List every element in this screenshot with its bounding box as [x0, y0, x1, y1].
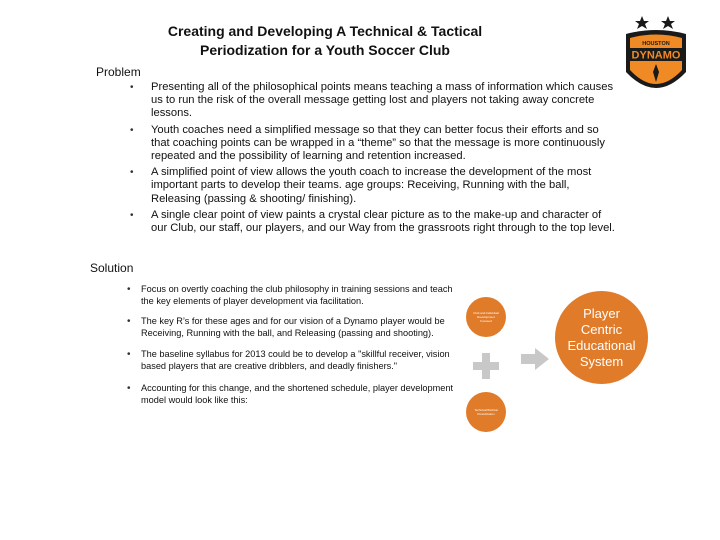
houston-dynamo-logo: [622, 12, 690, 102]
logo-star-icon: [635, 16, 649, 29]
solution-item: • Focus on overtly coaching the club philosophy in training sessions and teach the key elements of player development via facilitation.: [127, 284, 457, 307]
problem-list: [130, 81, 620, 238]
circle-periodization: Technical/Tactical Periodization: [466, 392, 506, 432]
problem-label: Problem: [96, 65, 141, 79]
circle-player-centric: Player Centric Educational System: [555, 291, 648, 384]
problem-item: • A single clear point of view paints a crystal clear picture as to the make-up and character of our Club, our staff, our players, and our Way from the grassroots right through to the top level.: [130, 209, 620, 235]
solution-item: • The baseline syllabus for 2013 could be to develop a "skillful receiver, vision based players that are creative dribblers, and deadly finishers.": [127, 349, 457, 372]
page-title: [150, 22, 500, 60]
circle-club-development: Club and Individual Development Focused: [466, 297, 506, 337]
solution-item: • The key R’s for these ages and for our vision of a Dynamo player would be Receiving, Running with the ball, and Releasing (passing and shooting).: [127, 316, 457, 339]
development-model-diagram: [440, 280, 700, 430]
solution-item: • Accounting for this change, and the shortened schedule, player development model would look like this:: [127, 383, 457, 406]
solution-label: Solution: [90, 261, 134, 275]
problem-item: • Youth coaches need a simplified message so that they can better focus their efforts and so that coaching points can be wrapped in a “theme” so that the message is more continuously repeated and the possibility of learning and retention increased.: [130, 124, 620, 164]
svg-text:HOUSTON: HOUSTON: [642, 41, 670, 47]
logo-star-icon: [661, 16, 675, 29]
problem-item: • A simplified point of view allows the youth coach to increase the development of the most important parts to develop their teams. age groups: Receiving, Running with the ball, Releasing (passing & shooting/ finishing).: [130, 166, 620, 206]
problem-item: • Presenting all of the philosophical points means teaching a mass of information which causes us to run the risk of the overall message getting lost and players not taking away concrete lessons.: [130, 81, 620, 121]
solution-list: [127, 284, 457, 416]
title-line-2: Periodization for a Youth Soccer Club: [200, 42, 450, 58]
title-line-1: Creating and Developing A Technical & Tactical: [167, 23, 483, 39]
svg-text:DYNAMO: DYNAMO: [631, 49, 681, 62]
arrow-right-icon: [521, 348, 549, 370]
plus-icon: [473, 353, 499, 379]
